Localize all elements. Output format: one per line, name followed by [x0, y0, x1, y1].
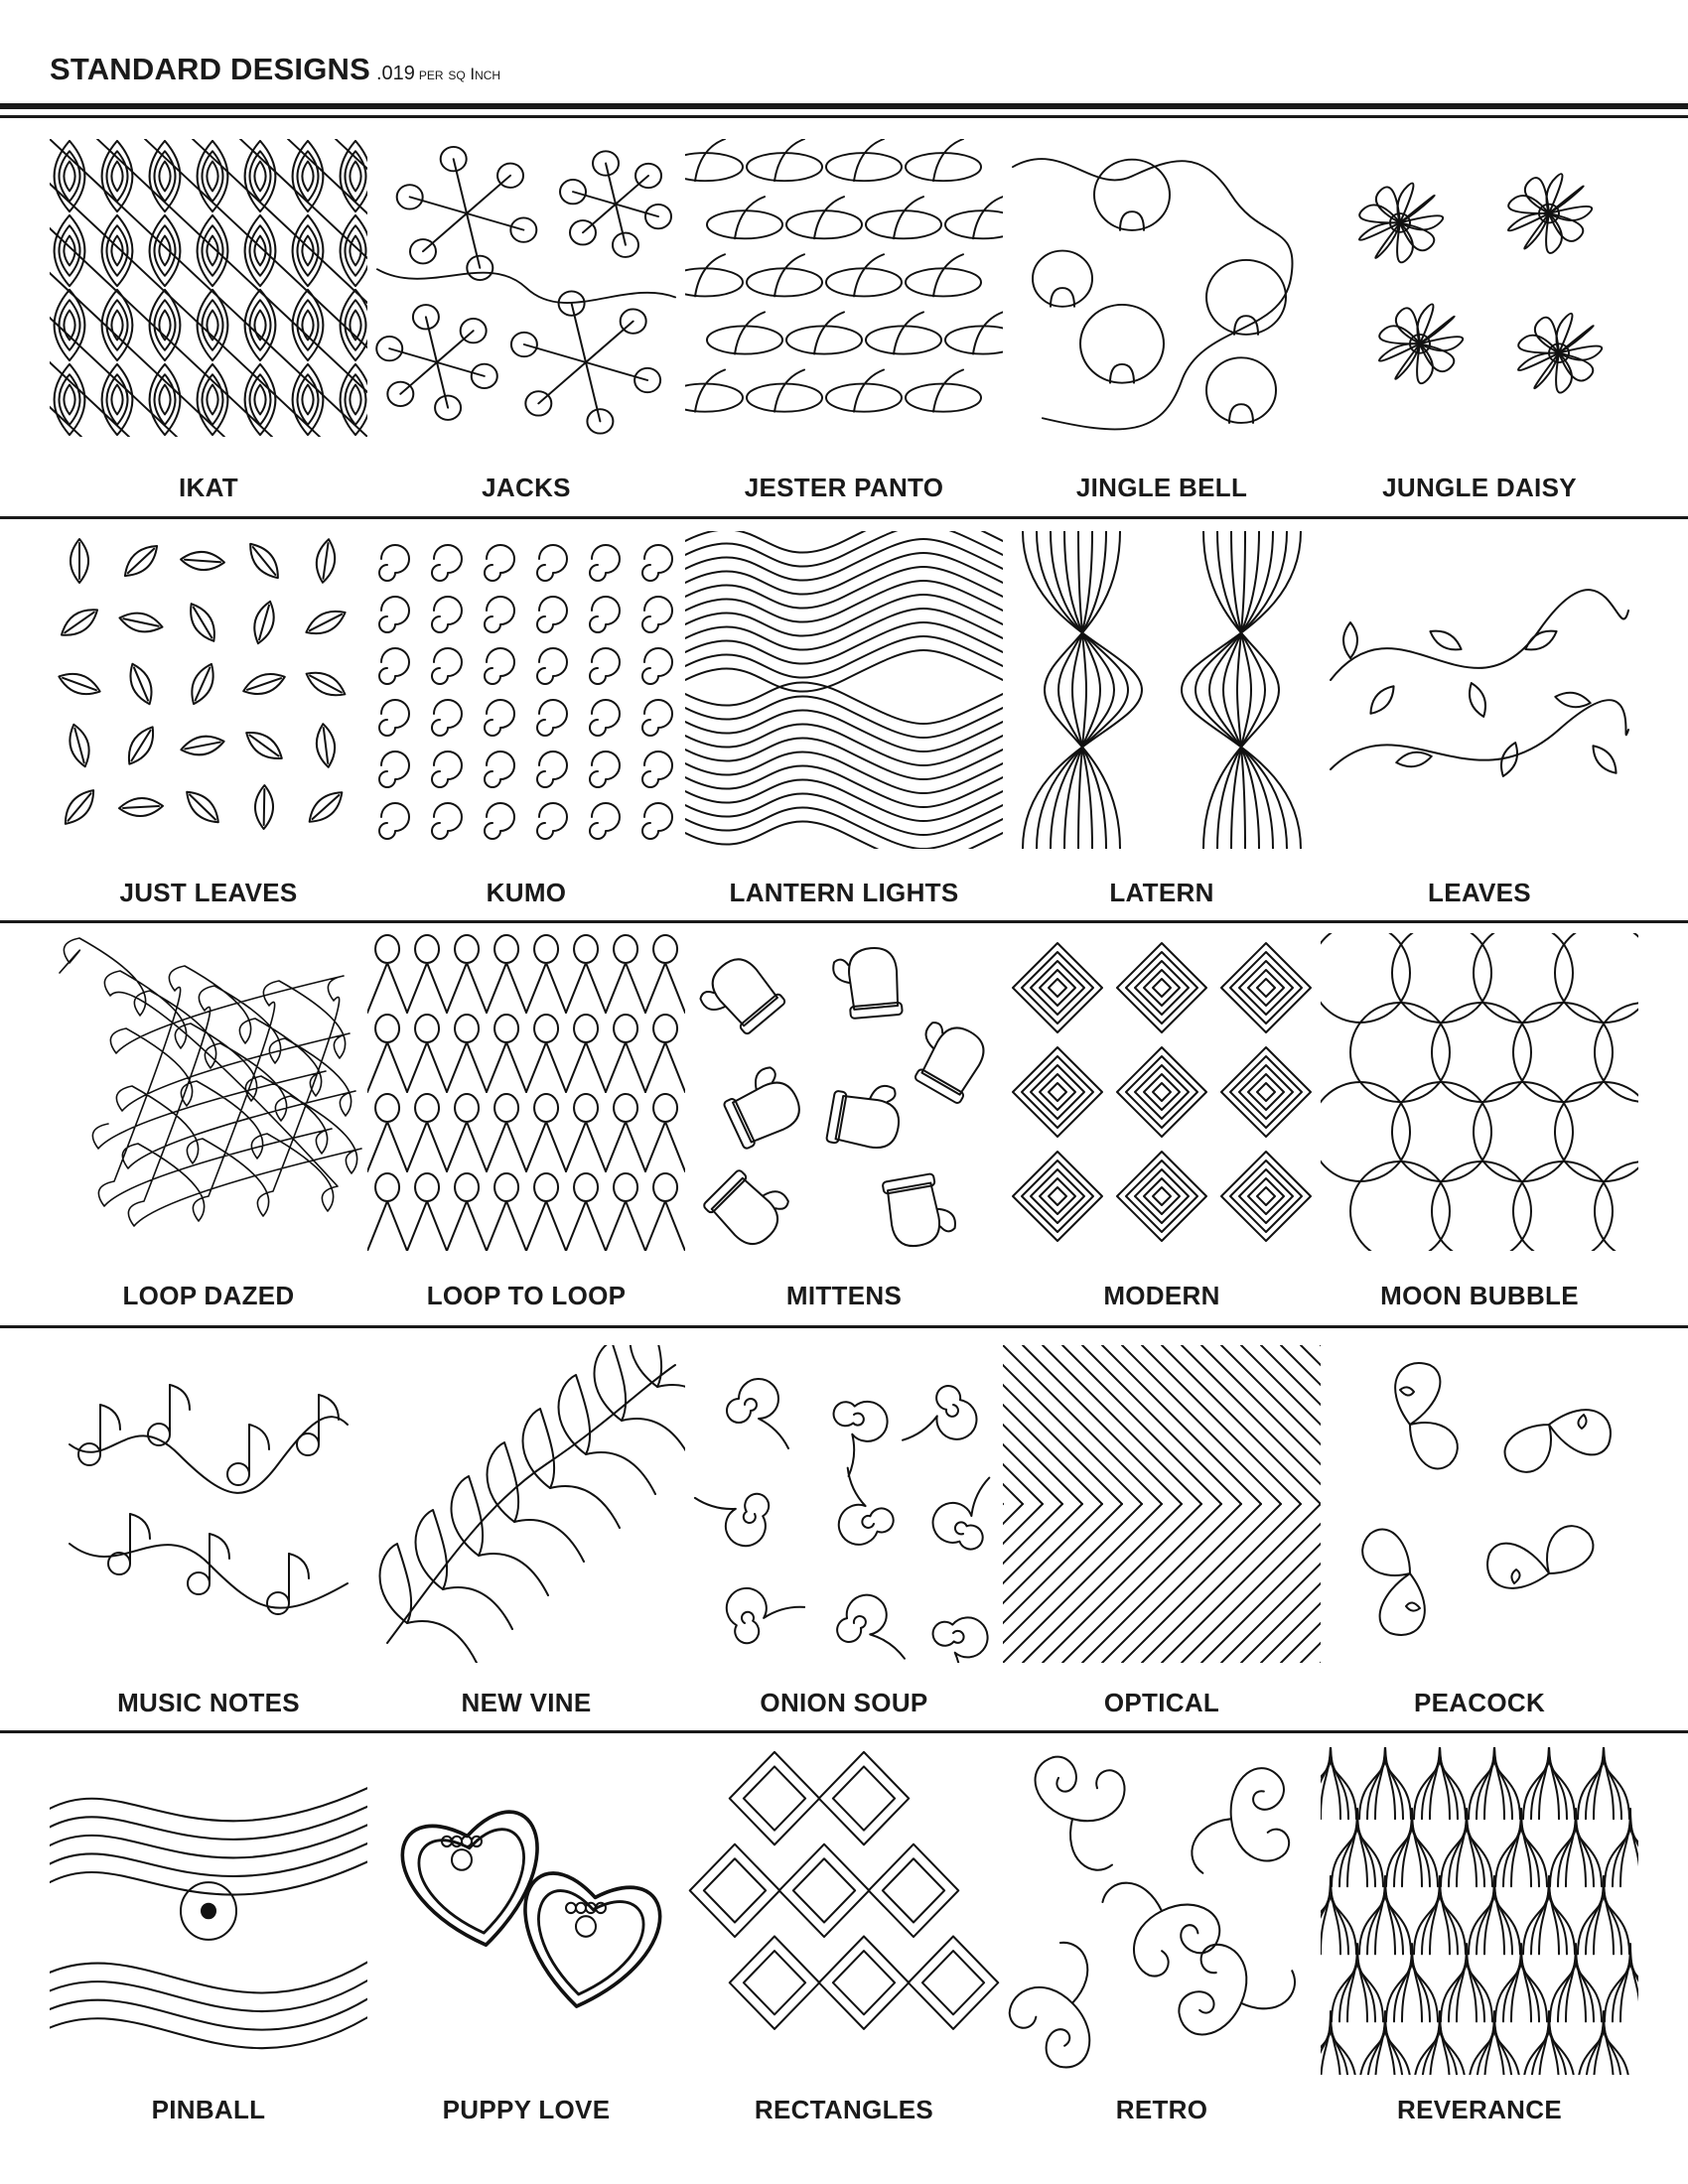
design-illustration [1321, 1747, 1638, 2075]
design-name: JESTER PANTO [744, 473, 944, 502]
design-name: RECTANGLES [754, 2095, 934, 2124]
design-tile [367, 1345, 685, 1663]
design-name: LOOP DAZED [122, 1281, 295, 1310]
design-tile [1003, 1345, 1321, 1663]
design-illustration [367, 933, 685, 1251]
design-name: IKAT [179, 473, 238, 502]
design-illustration [685, 933, 1003, 1251]
design-tile [1321, 1345, 1638, 1663]
design-illustration [1003, 531, 1321, 849]
design-name: OPTICAL [1103, 1688, 1220, 1717]
design-name: JACKS [482, 473, 571, 502]
design-name: JUNGLE DAISY [1382, 473, 1577, 502]
design-name: PUPPY LOVE [442, 2095, 611, 2124]
design-name: LATERN [1109, 878, 1214, 907]
design-illustration [367, 531, 685, 849]
design-illustration [1321, 933, 1638, 1251]
design-illustration [50, 139, 367, 437]
design-tile [1003, 531, 1321, 849]
price-per-unit: .019 [375, 63, 415, 84]
design-tile [50, 139, 367, 437]
design-name: RETRO [1115, 2095, 1208, 2124]
design-name: MODERN [1103, 1281, 1220, 1310]
design-name: KUMO [486, 878, 567, 907]
design-tile [685, 139, 1003, 437]
design-illustration [1321, 531, 1638, 849]
design-illustration [1321, 1345, 1638, 1663]
design-illustration [1003, 933, 1321, 1251]
design-illustration [685, 1747, 1003, 2075]
design-tile [685, 1345, 1003, 1663]
design-name: REVERANCE [1397, 2095, 1562, 2124]
design-name: PINBALL [151, 2095, 266, 2124]
design-illustration [685, 139, 1003, 437]
design-tile [50, 531, 367, 849]
design-tile [50, 1345, 367, 1663]
design-tile [367, 139, 685, 437]
design-tile [1321, 139, 1638, 437]
design-tile [50, 933, 367, 1251]
price-unit: per sq Inch [418, 65, 501, 83]
design-name: LEAVES [1428, 878, 1531, 907]
design-tile [1321, 1747, 1638, 2075]
design-tile [685, 531, 1003, 849]
design-tile [367, 933, 685, 1251]
design-name: MITTENS [785, 1281, 903, 1310]
page-header [50, 52, 500, 91]
page-title: STANDARD DESIGNS [50, 52, 370, 86]
design-illustration [50, 1345, 367, 1663]
design-name: LOOP TO LOOP [426, 1281, 627, 1310]
design-tile [367, 1747, 685, 2075]
design-illustration [50, 531, 367, 849]
design-tile [50, 1747, 367, 2075]
design-illustration [50, 1747, 367, 2075]
design-tile [1003, 933, 1321, 1251]
design-illustration [367, 139, 685, 437]
design-illustration [1003, 1345, 1321, 1663]
header-rule-top [0, 103, 1688, 109]
design-tile [1003, 1747, 1321, 2075]
design-illustration [367, 1747, 685, 2075]
row-divider [0, 920, 1688, 923]
header-rule-bottom [0, 115, 1688, 118]
design-illustration [1321, 139, 1638, 437]
design-tile [1321, 933, 1638, 1251]
design-tile [1321, 531, 1638, 849]
design-tile [367, 531, 685, 849]
design-name: PEACOCK [1413, 1688, 1546, 1717]
design-illustration [685, 1345, 1003, 1663]
design-tile [685, 933, 1003, 1251]
design-name: MUSIC NOTES [117, 1688, 300, 1717]
design-tile [1003, 139, 1321, 437]
design-illustration [50, 933, 367, 1251]
design-tile [685, 1747, 1003, 2075]
design-illustration [367, 1345, 685, 1663]
row-divider [0, 1325, 1688, 1328]
design-name: JINGLE BELL [1075, 473, 1248, 502]
design-illustration [1003, 1747, 1321, 2075]
design-name: NEW VINE [461, 1688, 592, 1717]
row-divider [0, 1730, 1688, 1733]
design-illustration [1003, 139, 1321, 437]
row-divider [0, 516, 1688, 519]
design-illustration [685, 531, 1003, 849]
design-name: MOON BUBBLE [1380, 1281, 1579, 1310]
design-name: JUST LEAVES [119, 878, 298, 907]
design-name: LANTERN LIGHTS [729, 878, 959, 907]
design-name: ONION SOUP [760, 1688, 928, 1717]
